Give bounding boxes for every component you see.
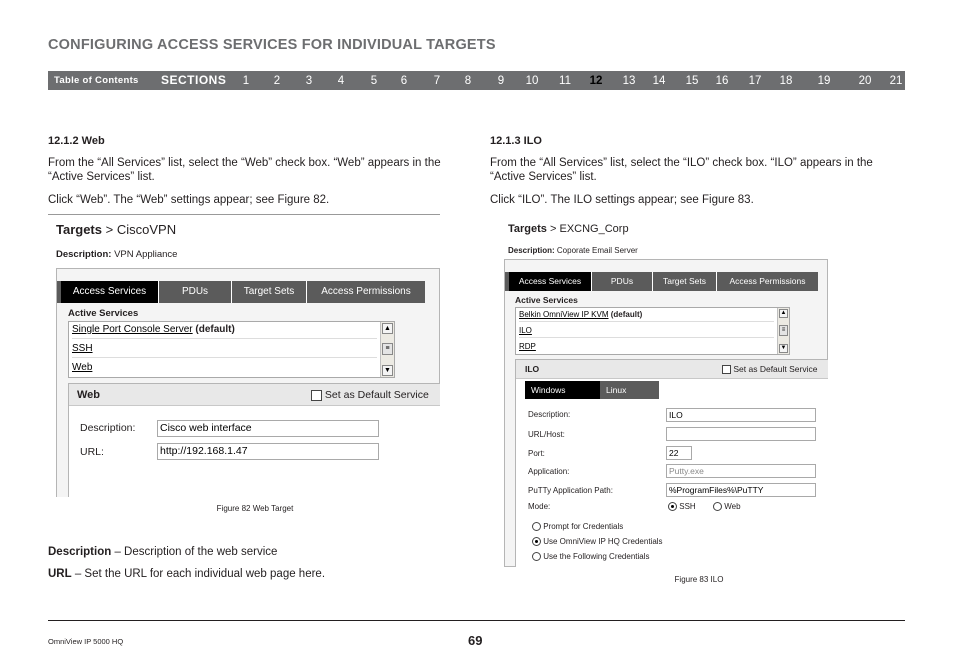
tab-access-services[interactable]: Access Services	[509, 272, 592, 291]
figure-82-caption: Figure 82 Web Target	[216, 504, 294, 513]
nav-section-3[interactable]: 3	[305, 75, 313, 87]
toc-link[interactable]: Table of Contents	[54, 75, 139, 86]
ilo-paragraph-1: From the “All Services” list, select the “ILO” check box. “ILO” appears in the “Active Services” list.	[490, 157, 873, 183]
list-item[interactable]: Belkin OmniView IP KVM (default)	[519, 310, 774, 322]
nav-section-6[interactable]: 6	[400, 75, 408, 87]
nav-section-5[interactable]: 5	[370, 75, 378, 87]
list-item[interactable]: Single Port Console Server (default)	[72, 324, 377, 339]
tab-target-sets[interactable]: Target Sets	[232, 281, 307, 303]
tab-pdus[interactable]: PDUs	[592, 272, 653, 291]
description-input[interactable]: Cisco web interface	[157, 420, 379, 437]
section-heading-web: 12.1.2 Web	[48, 135, 105, 147]
description-value: Coporate Email Server	[556, 246, 638, 255]
following-credentials-radio[interactable]	[532, 552, 541, 561]
tab-access-permissions[interactable]: Access Permissions	[321, 286, 411, 297]
following-credentials-label: Use the Following Credentials	[543, 552, 650, 561]
sections-label: SECTIONS	[161, 73, 227, 87]
ilo-paragraph-2: Click “ILO”. The ILO settings appear; see Figure 83.	[490, 194, 754, 206]
tab-pdus[interactable]: PDUs	[159, 281, 232, 303]
section-heading-ilo: 12.1.3 ILO	[490, 135, 542, 147]
scroll-down-icon[interactable]: ▼	[780, 345, 787, 351]
active-services-list	[68, 321, 395, 378]
nav-section-9[interactable]: 9	[497, 75, 505, 87]
nav-section-1[interactable]: 1	[242, 75, 250, 87]
url-input[interactable]: http://192.168.1.47	[157, 443, 379, 460]
tab-access-services[interactable]: Access Services	[61, 281, 159, 303]
description-input[interactable]: ILO	[666, 408, 816, 422]
scroll-up-icon[interactable]: ▲	[382, 323, 393, 334]
list-item[interactable]: ILO	[519, 326, 774, 338]
list-scrollbar[interactable]	[777, 308, 789, 354]
page-number: 69	[468, 633, 483, 648]
omniview-credentials-label: Use OmniView IP HQ Credentials	[543, 537, 663, 546]
default-service-label: Set as Default Service	[733, 364, 818, 374]
breadcrumb-separator: >	[549, 223, 557, 235]
app-path-field-label: PuTTy Application Path:	[528, 486, 613, 495]
mode-web-label: Web	[724, 502, 741, 511]
port-input[interactable]: 22	[666, 446, 692, 460]
target-panel	[56, 268, 440, 497]
nav-section-15[interactable]: 15	[685, 75, 699, 87]
nav-section-7[interactable]: 7	[433, 75, 441, 87]
active-services-label: Active Services	[68, 308, 139, 319]
nav-section-17[interactable]: 17	[748, 75, 762, 87]
web-paragraph-2: Click “Web”. The “Web” settings appear; see Figure 82.	[48, 194, 330, 206]
figure-83-caption: Figure 83 ILO	[674, 575, 724, 584]
nav-section-4[interactable]: 4	[337, 75, 345, 87]
nav-section-14[interactable]: 14	[652, 75, 666, 87]
scroll-up-icon[interactable]: ▲	[780, 310, 787, 316]
scroll-thumb[interactable]: ≡	[779, 325, 788, 336]
web-settings-panel	[68, 383, 440, 497]
prompt-credentials-radio[interactable]	[532, 522, 541, 531]
mode-label: Mode:	[528, 502, 551, 511]
nav-section-13[interactable]: 13	[622, 75, 636, 87]
panel-title: Web	[77, 389, 101, 401]
tab-target-sets[interactable]: Target Sets	[653, 272, 717, 291]
default-service-label: Set as Default Service	[324, 389, 429, 401]
section-navbar	[48, 71, 905, 90]
description-label: Description:	[508, 246, 555, 255]
url-definition: URL – Set the URL for each individual web page here.	[48, 568, 326, 580]
list-item[interactable]: RDP	[519, 342, 536, 351]
target-name: EXCNG_Corp	[559, 223, 629, 235]
application-field-label: Application:	[528, 467, 570, 476]
footer-product: OmniView IP 5000 HQ	[48, 637, 124, 646]
mode-ssh-radio[interactable]	[668, 502, 677, 511]
nav-section-10[interactable]: 10	[525, 75, 539, 87]
description-field-label: Description:	[80, 422, 136, 434]
nav-section-18[interactable]: 18	[779, 75, 793, 87]
nav-section-12[interactable]: 12	[589, 75, 603, 87]
list-item[interactable]: Web	[72, 362, 93, 373]
nav-section-16[interactable]: 16	[715, 75, 729, 87]
description-label: Description:	[56, 249, 112, 260]
nav-section-8[interactable]: 8	[464, 75, 472, 87]
tab-windows[interactable]: Windows	[525, 381, 600, 399]
breadcrumb-separator: >	[105, 222, 114, 237]
scroll-down-icon[interactable]: ▼	[382, 365, 393, 376]
nav-section-21[interactable]: 21	[889, 75, 903, 87]
default-service-checkbox[interactable]	[311, 390, 322, 401]
app-path-input[interactable]: %ProgramFiles%\PuTTY	[666, 483, 816, 497]
ilo-settings-panel	[515, 359, 828, 567]
page-title: CONFIGURING ACCESS SERVICES FOR INDIVIDUAL TARGETS	[48, 37, 496, 53]
active-services-list	[515, 307, 790, 355]
omniview-credentials-radio[interactable]	[532, 537, 541, 546]
tab-linux[interactable]: Linux	[606, 385, 627, 395]
mode-web-radio[interactable]	[713, 502, 722, 511]
targets-breadcrumb-link[interactable]: Targets	[508, 223, 547, 235]
prompt-credentials-label: Prompt for Credentials	[543, 522, 624, 531]
description-field-label: Description:	[528, 410, 571, 419]
host-input[interactable]	[666, 427, 816, 441]
targets-breadcrumb-link[interactable]: Targets	[56, 222, 102, 237]
nav-section-11[interactable]: 11	[559, 75, 571, 87]
panel-title: ILO	[525, 364, 540, 374]
url-field-label: URL:	[80, 446, 104, 458]
description-definition: Description – Description of the web service	[48, 546, 278, 558]
figure-83-ilo	[490, 216, 828, 567]
figure-82-web-target	[48, 214, 440, 497]
host-field-label: URL/Host:	[528, 430, 565, 439]
list-scrollbar[interactable]	[380, 322, 394, 377]
list-item[interactable]: SSH	[72, 343, 377, 358]
active-services-label: Active Services	[515, 295, 578, 305]
description-value: VPN Appliance	[114, 249, 178, 260]
web-paragraph-1: From the “All Services” list, select the “Web” check box. “Web” appears in the “Active Services” list.	[48, 157, 441, 183]
mode-ssh-label: SSH	[679, 502, 696, 511]
nav-section-19[interactable]: 19	[817, 75, 831, 87]
default-service-checkbox[interactable]	[722, 365, 731, 374]
target-name: CiscoVPN	[116, 222, 177, 237]
tab-access-permissions[interactable]: Access Permissions	[729, 276, 806, 286]
footer-rule	[48, 620, 905, 621]
nav-section-20[interactable]: 20	[858, 75, 872, 87]
target-panel	[504, 259, 828, 567]
application-input[interactable]: Putty.exe	[666, 464, 816, 478]
nav-section-2[interactable]: 2	[273, 75, 281, 87]
port-field-label: Port:	[528, 449, 545, 458]
scroll-thumb[interactable]: ≡	[382, 343, 393, 355]
